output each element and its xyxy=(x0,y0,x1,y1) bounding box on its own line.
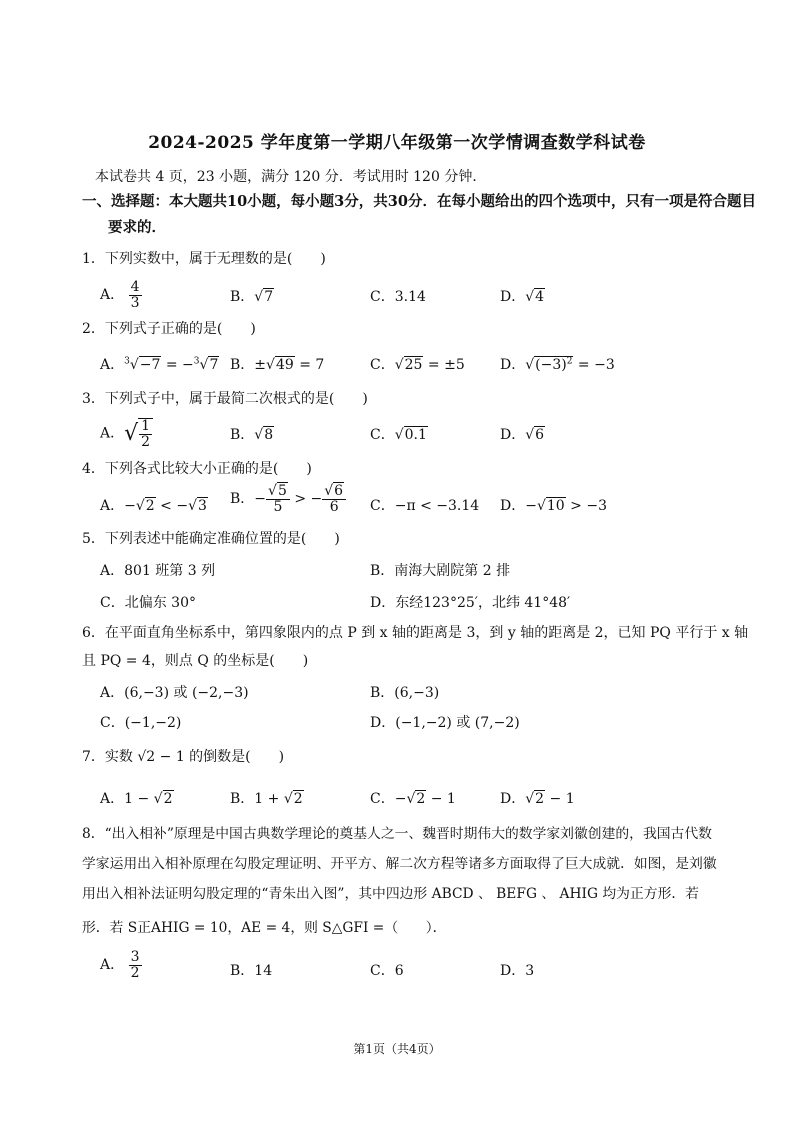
option-label: D． xyxy=(500,498,526,514)
option-label: B． xyxy=(230,357,255,373)
option-text: (−1,−2) 或 (7,−2) xyxy=(395,715,520,731)
option-label: C． xyxy=(370,498,395,514)
option-text: −π < −3.14 xyxy=(394,498,480,514)
option-label: A． xyxy=(100,685,125,701)
section-heading: 一、选择题：本大题共10小题，每小题3分，共30分．在每小题给出的四个选项中，只有一项是符合题目 xyxy=(82,193,756,210)
fraction-4-3: $\frac{4}{3}$ xyxy=(130,279,140,311)
q5-option-c xyxy=(100,592,196,612)
option-text: (6,−3) xyxy=(394,685,440,701)
q2-option-c: C．√25 = ±5 xyxy=(370,357,465,373)
option-text: 南海大剧院第 2 排 xyxy=(394,563,511,579)
option-label: C． xyxy=(370,427,395,443)
question-8-stem-4: 形．若 S正AHIG = 10，AE = 4，则 S△GFI =（ ）． xyxy=(82,920,447,936)
q5-option-b xyxy=(370,560,510,580)
option-text: (6,−3) 或 (−2,−3) xyxy=(124,685,249,701)
q7-option-a: A．1 − √2 xyxy=(100,791,173,807)
option-text: 东经123°25′，北纬 41°48′ xyxy=(395,595,571,611)
option-text: 6 xyxy=(394,963,404,979)
q1-option-a xyxy=(100,280,142,310)
q6-option-b xyxy=(370,682,439,702)
option-label: C． xyxy=(100,595,125,611)
q7-option-c: C．−√2 − 1 xyxy=(370,791,456,807)
option-label: B． xyxy=(230,491,255,508)
exam-intro: 本试卷共 4 页，23 小题，满分 120 分．考试用时 120 分钟． xyxy=(95,169,487,185)
question-8-stem-3: 用出入相补法证明勾股定理的“青朱出入图”，其中四边形 ABCD 、 BEFG 、 AHIG 均为正方形．若 xyxy=(82,886,699,902)
option-label: A． xyxy=(100,425,125,442)
q1-option-d: D．√4 xyxy=(500,289,545,305)
question-5-stem: 5．下列表述中能确定准确位置的是( ) xyxy=(82,531,340,547)
option-label: D． xyxy=(370,715,396,731)
q7-option-b: B．1 + √2 xyxy=(230,791,303,807)
option-label: C． xyxy=(100,715,125,731)
q2-option-d: D．$√(-3)^2 = -3$ xyxy=(500,356,615,373)
option-label: A． xyxy=(100,287,125,304)
option-label: C． xyxy=(370,963,395,979)
option-label: A． xyxy=(100,791,125,807)
question-2-stem: 2．下列式子正确的是( ) xyxy=(82,321,256,337)
option-label: D． xyxy=(500,963,526,979)
option-label: B． xyxy=(230,427,255,443)
option-label: D． xyxy=(500,427,526,443)
q5-option-a xyxy=(100,560,215,580)
option-label: B． xyxy=(230,963,255,979)
q3-option-c: C．√0.1 xyxy=(370,427,427,443)
q4-option-c xyxy=(370,495,479,515)
option-label: B． xyxy=(230,791,255,807)
q6-option-c xyxy=(100,712,181,732)
option-label: D． xyxy=(500,791,526,807)
section-heading-cont: 要求的． xyxy=(108,219,166,236)
option-label: B． xyxy=(370,563,395,579)
option-label: C． xyxy=(370,289,395,305)
q4-option-d: D．−√10 > −3 xyxy=(500,498,607,514)
question-4-stem: 4．下列各式比较大小正确的是( ) xyxy=(82,461,312,477)
option-text: 北偏东 30° xyxy=(124,595,196,611)
q1-option-b: B．√7 xyxy=(230,289,274,305)
q4-option-a: A．−√2 < −√3 xyxy=(100,498,207,514)
q6-option-d xyxy=(370,712,520,732)
q7-option-d: D．√2 − 1 xyxy=(500,791,575,807)
q3-option-a: A．√ $\frac{1}{2}$ xyxy=(100,418,153,449)
question-8-stem: 8．“出入相补”原理是中国古典数学理论的奠基人之一、魏晋时期伟大的数学家刘徽创建的，我国古代数 xyxy=(82,826,712,842)
option-text: (−1,−2) xyxy=(124,715,182,731)
q1-option-c xyxy=(370,286,426,306)
question-3-stem: 3．下列式子中，属于最简二次根式的是( ) xyxy=(82,391,368,407)
option-label: C． xyxy=(370,357,395,373)
option-label: A． xyxy=(100,357,125,373)
q6-option-a xyxy=(100,682,249,702)
option-text: 3.14 xyxy=(394,289,426,305)
option-label: A． xyxy=(100,957,125,974)
option-label: A． xyxy=(100,498,125,514)
question-6-stem: 6．在平面直角坐标系中，第四象限内的点 P 到 x 轴的距离是 3，到 y 轴的距离是 2，已知 PQ 平行于 x 轴 xyxy=(82,625,749,641)
option-label: D． xyxy=(500,289,526,305)
question-8-stem-2: 学家运用出入相补原理在勾股定理证明、开平方、解二次方程等诸多方面取得了巨大成就．如图，是刘徽 xyxy=(82,856,717,872)
question-1-stem: 1．下列实数中，属于无理数的是( ) xyxy=(82,251,326,267)
option-text: 801 班第 3 列 xyxy=(124,563,216,579)
option-text: 3 xyxy=(525,963,535,979)
question-6-stem-cont: 且 PQ = 4，则点 Q 的坐标是( ) xyxy=(82,653,309,669)
option-text: 14 xyxy=(254,963,273,979)
question-7-stem: 7．实数 √2 − 1 的倒数是( ) xyxy=(82,749,285,765)
q3-option-d: D．√6 xyxy=(500,427,545,443)
q5-option-d xyxy=(370,592,570,612)
q4-option-b: B．− $\frac{√5}{5}$ > − $\frac{√6}{6}$ xyxy=(230,484,346,514)
option-label: D． xyxy=(370,595,396,611)
option-label: C． xyxy=(370,791,395,807)
option-label: B． xyxy=(370,685,395,701)
q2-option-b: B．±√49 = 7 xyxy=(230,357,325,373)
fraction-3-2: $\frac{3}{2}$ xyxy=(130,949,140,981)
fraction-1-2: $\frac{1}{2}$ xyxy=(138,418,153,449)
q8-option-d xyxy=(500,960,534,980)
exam-title: 2024-2025 学年度第一学期八年级第一次学情调查数学科试卷 xyxy=(148,133,646,153)
option-label: A． xyxy=(100,563,125,579)
page-footer: 第1页（共4页） xyxy=(353,1042,441,1056)
option-label: D． xyxy=(500,357,526,373)
q2-option-a: A．$^3$√−7 = −$^3$√7 xyxy=(100,356,219,373)
q8-option-c xyxy=(370,960,404,980)
q3-option-b: B．√8 xyxy=(230,427,274,443)
q8-option-b xyxy=(230,960,272,980)
option-label: B． xyxy=(230,289,255,305)
q8-option-a xyxy=(100,950,142,980)
